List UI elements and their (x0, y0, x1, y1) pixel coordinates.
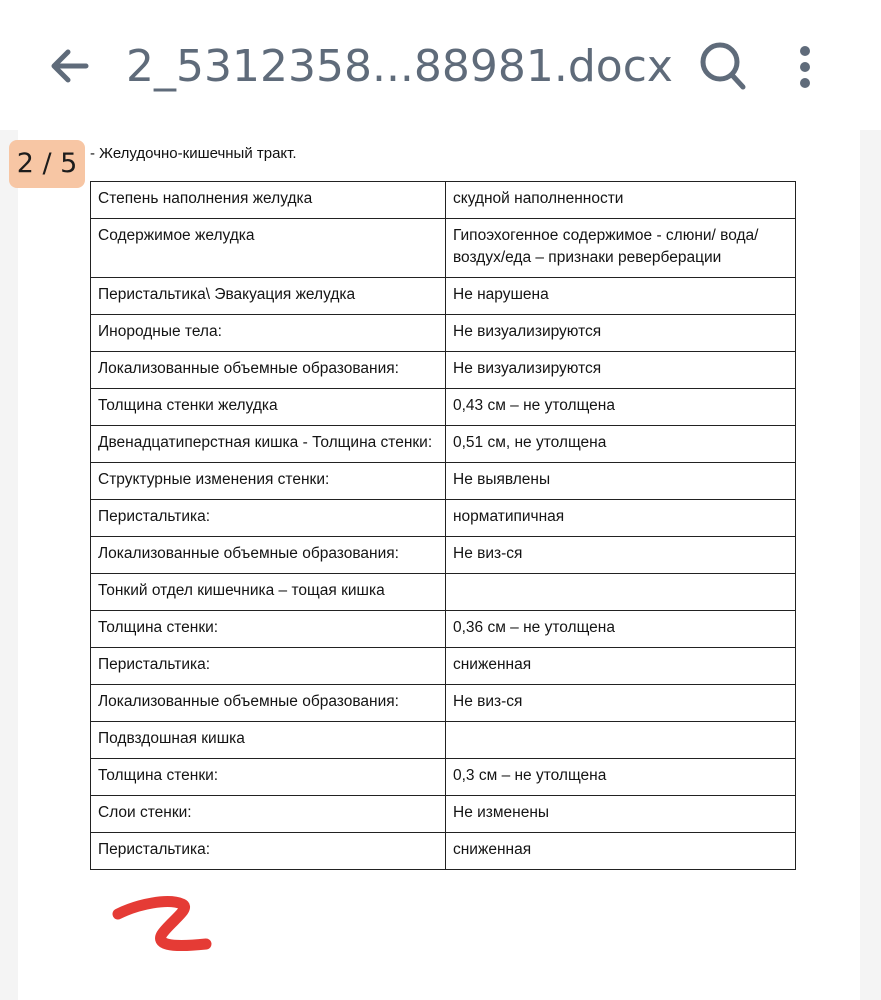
table-row (91, 759, 796, 796)
table-row (91, 278, 796, 315)
row-value: 0,3 см – не утолщена (446, 759, 796, 796)
row-label: Перистальтика: (91, 500, 446, 537)
row-label: Перистальтика: (91, 833, 446, 870)
row-value: норматипичная (446, 500, 796, 537)
row-value: 0,36 см – не утолщена (446, 611, 796, 648)
row-value: Не визуализируются (446, 315, 796, 352)
table-row (91, 722, 796, 759)
table-row (91, 611, 796, 648)
row-label: Степень наполнения желудка (91, 182, 446, 219)
table-row (91, 389, 796, 426)
table-row (91, 648, 796, 685)
document-title: 2_5312358...88981.docx (126, 41, 673, 92)
table-row (91, 537, 796, 574)
row-label: Двенадцатиперстная кишка - Толщина стенки: (91, 426, 446, 463)
table-row (91, 574, 796, 611)
search-button[interactable] (698, 40, 748, 94)
row-value: Не выявлены (446, 463, 796, 500)
row-label: Толщина стенки: (91, 759, 446, 796)
row-label: Структурные изменения стенки: (91, 463, 446, 500)
table-row (91, 685, 796, 722)
row-value (446, 574, 796, 611)
table-row (91, 833, 796, 870)
row-label: Локализованные объемные образования: (91, 685, 446, 722)
row-value: Не изменены (446, 796, 796, 833)
row-label: Локализованные объемные образования: (91, 537, 446, 574)
row-value: Не нарушена (446, 278, 796, 315)
row-label: Подвздошная кишка (91, 722, 446, 759)
table-row (91, 352, 796, 389)
row-label: Слои стенки: (91, 796, 446, 833)
table-row (91, 500, 796, 537)
row-value: 0,43 см – не утолщена (446, 389, 796, 426)
row-label: Перистальтика: (91, 648, 446, 685)
row-value (446, 722, 796, 759)
row-value: сниженная (446, 648, 796, 685)
more-options-button[interactable] (790, 42, 820, 92)
table-row (91, 426, 796, 463)
row-value: Гипоэхогенное содержимое - слюни/ вода/воздух/еда – признаки реверберации (446, 219, 796, 278)
row-value: Не визуализируются (446, 352, 796, 389)
back-button[interactable] (44, 40, 96, 92)
arrow-left-icon (46, 42, 94, 90)
row-label: Тонкий отдел кишечника – тощая кишка (91, 574, 446, 611)
page-indicator: 2 / 5 (9, 140, 85, 188)
row-value: сниженная (446, 833, 796, 870)
table-row (91, 463, 796, 500)
row-label: Перистальтика\ Эвакуация желудка (91, 278, 446, 315)
row-value: Не виз-ся (446, 537, 796, 574)
table-row (91, 796, 796, 833)
row-label: Инородные тела: (91, 315, 446, 352)
top-app-bar (0, 0, 881, 130)
row-value: 0,51 см, не утолщена (446, 426, 796, 463)
table-row (91, 315, 796, 352)
row-label: Толщина стенки желудка (91, 389, 446, 426)
red-handwritten-annotation (112, 890, 216, 960)
section-heading: - Желудочно-кишечный тракт. (90, 145, 297, 162)
row-value: Не виз-ся (446, 685, 796, 722)
row-label: Локализованные объемные образования: (91, 352, 446, 389)
row-label: Толщина стенки: (91, 611, 446, 648)
table-row (91, 182, 796, 219)
row-value: скудной наполненности (446, 182, 796, 219)
row-label: Содержимое желудка (91, 219, 446, 278)
table-row (91, 219, 796, 278)
findings-table (90, 181, 796, 870)
search-icon (698, 40, 748, 94)
more-vertical-icon (798, 45, 812, 89)
